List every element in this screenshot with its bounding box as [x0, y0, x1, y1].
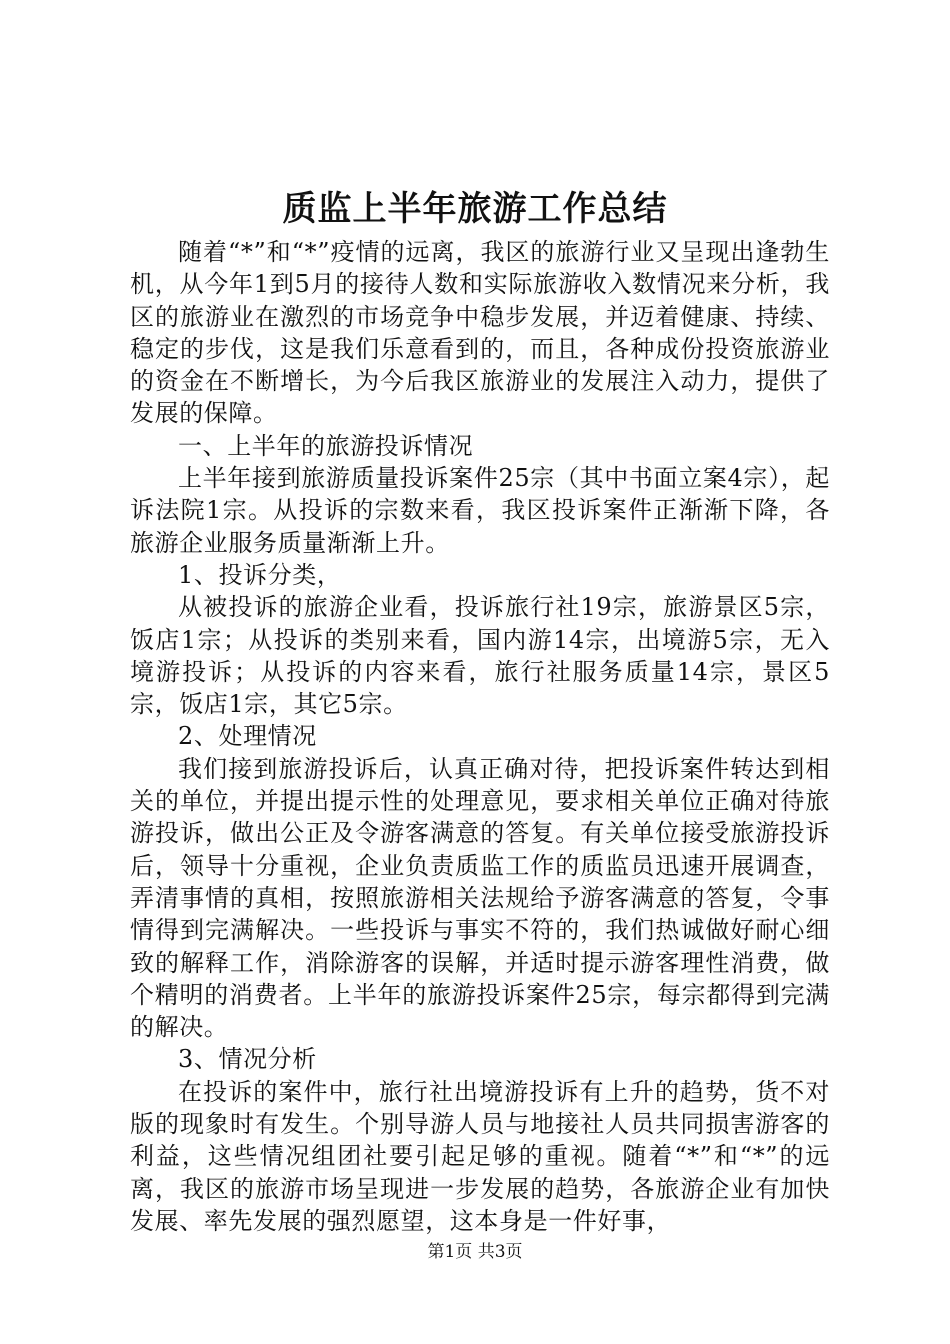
page-footer: 第1页 共3页	[427, 1242, 523, 1262]
paragraph-analysis: 在投诉的案件中，旅行社出境游投诉有上升的趋势，货不对版的现象时有发生。个别导游人员与地接社人员共同损害游客的利益，这些情况组团社要引起足够的重视。随着“*”和“*”的远离，我区的旅游市场呈现进一步发展的趋势，各旅游企业有加快发展、率先发展的强烈愿望，这本身是一件好事，	[130, 1077, 830, 1235]
paragraph-classification: 从被投诉的旅游企业看，投诉旅行社19宗，旅游景区5宗，饭店1宗；从投诉的类别来看，国内游14宗，出境游5宗，无入境游投诉；从投诉的内容来看，旅行社服务质量14宗，景区5宗，饭店1宗，其它5宗。	[130, 593, 830, 719]
subheading-classification: 1、投诉分类，	[178, 560, 342, 589]
subheading-analysis: 3、情况分析	[178, 1045, 317, 1074]
section-heading-complaints: 一、上半年的旅游投诉情况	[178, 431, 474, 460]
document-title: 质监上半年旅游工作总结	[282, 189, 668, 229]
paragraph-complaints-summary: 上半年接到旅游质量投诉案件25宗（其中书面立案4宗），起诉法院1宗。从投诉的宗数来看，我区投诉案件正渐渐下降，各旅游企业服务质量渐渐上升。	[130, 464, 830, 557]
document-body	[130, 236, 830, 1237]
subheading-handling: 2、处理情况	[178, 722, 317, 751]
paragraph-intro: 随着“*”和“*”疫情的远离，我区的旅游行业又呈现出逢勃生机，从今年1到5月的接待人数和实际旅游收入数情况来分析，我区的旅游业在激烈的市场竞争中稳步发展，并迈着健康、持续、稳定的步伐，这是我们乐意看到的，而且，各种成份投资旅游业的资金在不断增长，为今后我区旅游业的发展注入动力，提供了发展的保障。	[130, 238, 830, 428]
paragraph-handling: 我们接到旅游投诉后，认真正确对待，把投诉案件转达到相关的单位，并提出提示性的处理意见，要求相关单位正确对待旅游投诉，做出公正及令游客满意的答复。有关单位接受旅游投诉后，领导十分重视，企业负责质监工作的质监员迅速开展调查，弄清事情的真相，按照旅游相关法规给予游客满意的答复，令事情得到完满解决。一些投诉与事实不符的，我们热诚做好耐心细致的解释工作，消除游客的误解，并适时提示游客理性消费，做个精明的消费者。上半年的旅游投诉案件25宗，每宗都得到完满的解决。	[130, 754, 830, 1042]
